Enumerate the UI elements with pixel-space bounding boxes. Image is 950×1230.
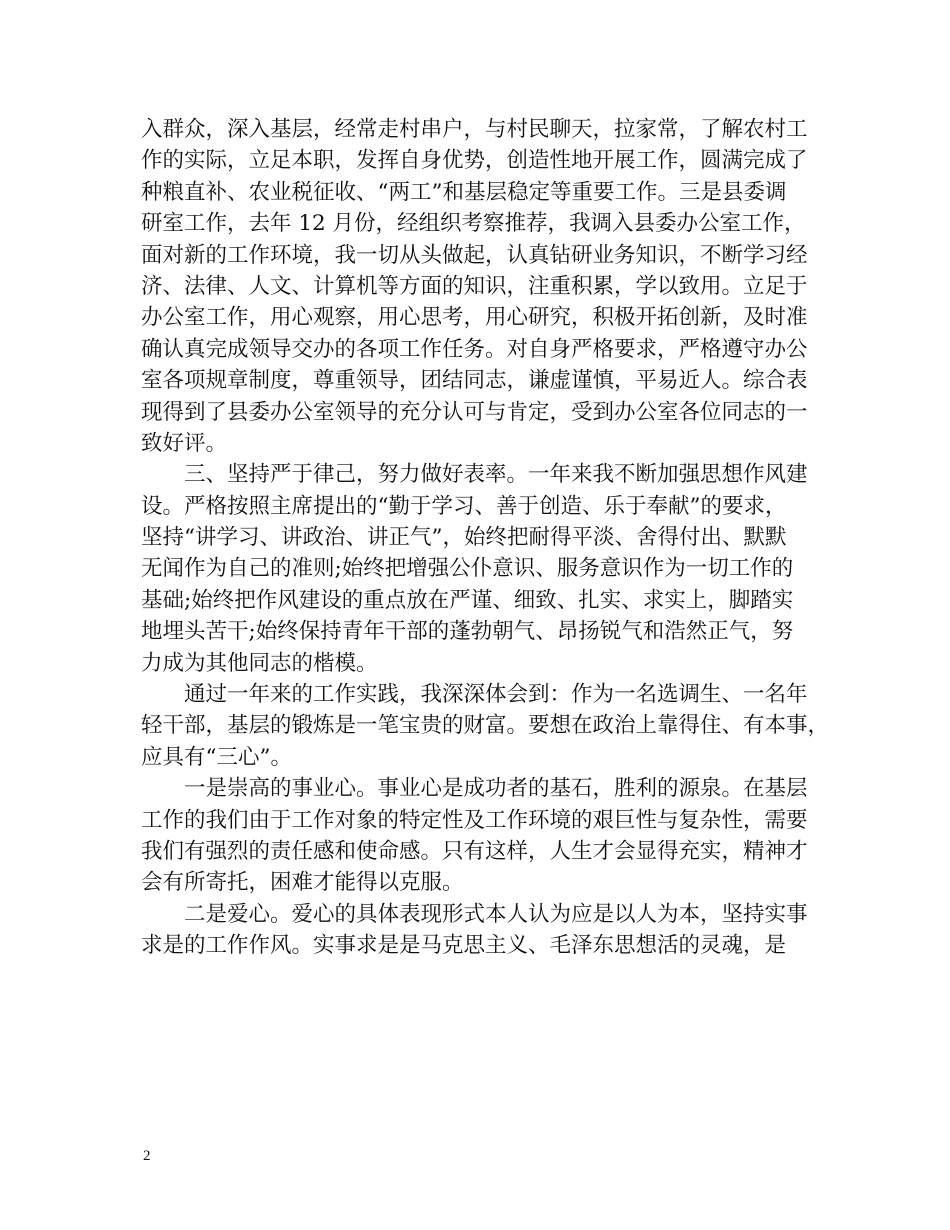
text-line: 我们有强烈的责任感和使命感。只有这样，人生才会显得充实，精神才 [141, 838, 808, 864]
text-line: 求是的工作作风。实事求是是马克思主义、毛泽东思想活的灵魂，是 [141, 933, 787, 959]
text-line: 工作的我们由于工作对象的特定性及工作环境的艰巨性与复杂性，需要 [141, 807, 808, 833]
paragraph [141, 899, 826, 962]
text-line: 轻干部，基层的锻炼是一笔宝贵的财富。要想在政治上靠得住、有本事， [141, 713, 830, 739]
text-line: 面对新的工作环境，我一切从头做起，认真钻研业务知识，不断学习经 [141, 242, 808, 268]
text-line: 二是爱心。爱心的具体表现形式本人认为应是以人为本，坚持实事 [141, 901, 808, 927]
page-number: 2 [143, 1148, 151, 1164]
paragraph [141, 679, 830, 773]
text-line: 入群众，深入基层，经常走村串户，与村民聊天，拉家常，了解农村工 [141, 117, 808, 142]
text-line: 基础;始终把作风建设的重点放在严谨、细致、扎实、求实上，脚踏实 [141, 587, 794, 613]
text-line: 设。严格按照主席提出的“勤于学习、善于创造、乐于奉献”的要求， [141, 493, 787, 519]
body-text [141, 114, 830, 962]
text-line: 种粮直补、农业税征收、“两工”和基层稳定等重要工作。三是县委调 [141, 179, 787, 205]
text-line: 济、法律、人文、计算机等方面的知识，注重积累，学以致用。立足于 [141, 273, 808, 299]
text-line: 室各项规章制度，尊重领导，团结同志，谦虚谨慎，平易近人。综合表 [141, 368, 808, 394]
paragraph [141, 459, 826, 679]
text-line: 确认真完成领导交办的各项工作任务。对自身严格要求，严格遵守办公 [141, 336, 808, 362]
text-line: 一是崇高的事业心。事业心是成功者的基石，胜利的源泉。在基层 [141, 776, 808, 802]
paragraph [141, 773, 826, 899]
text-line: 作的实际，立足本职，发挥自身优势，创造性地开展工作，圆满完成了 [141, 148, 808, 174]
text-line: 办公室工作，用心观察，用心思考，用心研究，积极开拓创新，及时准 [141, 305, 808, 331]
text-line: 无闻作为自己的准则;始终把增强公仆意识、服务意识作为一切工作的 [141, 556, 794, 582]
text-line: 应具有“三心”。 [141, 744, 292, 770]
text-line: 研室工作，去年 12 月份，经组织考察推荐，我调入县委办公室工作， [141, 211, 806, 237]
text-line: 致好评。 [141, 430, 228, 456]
text-line: 力成为其他同志的楷模。 [141, 650, 378, 676]
text-line: 通过一年来的工作实践，我深深体会到：作为一名选调生、一名年 [141, 682, 808, 708]
text-line: 坚持“讲学习、讲政治、讲正气”，始终把耐得平淡、舍得付出、默默 [141, 525, 787, 551]
text-line: 地埋头苦干;始终保持青年干部的蓬勃朝气、昂扬锐气和浩然正气，努 [141, 619, 794, 645]
paragraph [141, 114, 826, 459]
text-line: 会有所寄托，困难才能得以克服。 [141, 870, 464, 896]
text-line: 现得到了县委办公室领导的充分认可与肯定，受到办公室各位同志的一 [141, 399, 808, 425]
text-line: 三、坚持严于律己，努力做好表率。一年来我不断加强思想作风建 [141, 462, 808, 488]
